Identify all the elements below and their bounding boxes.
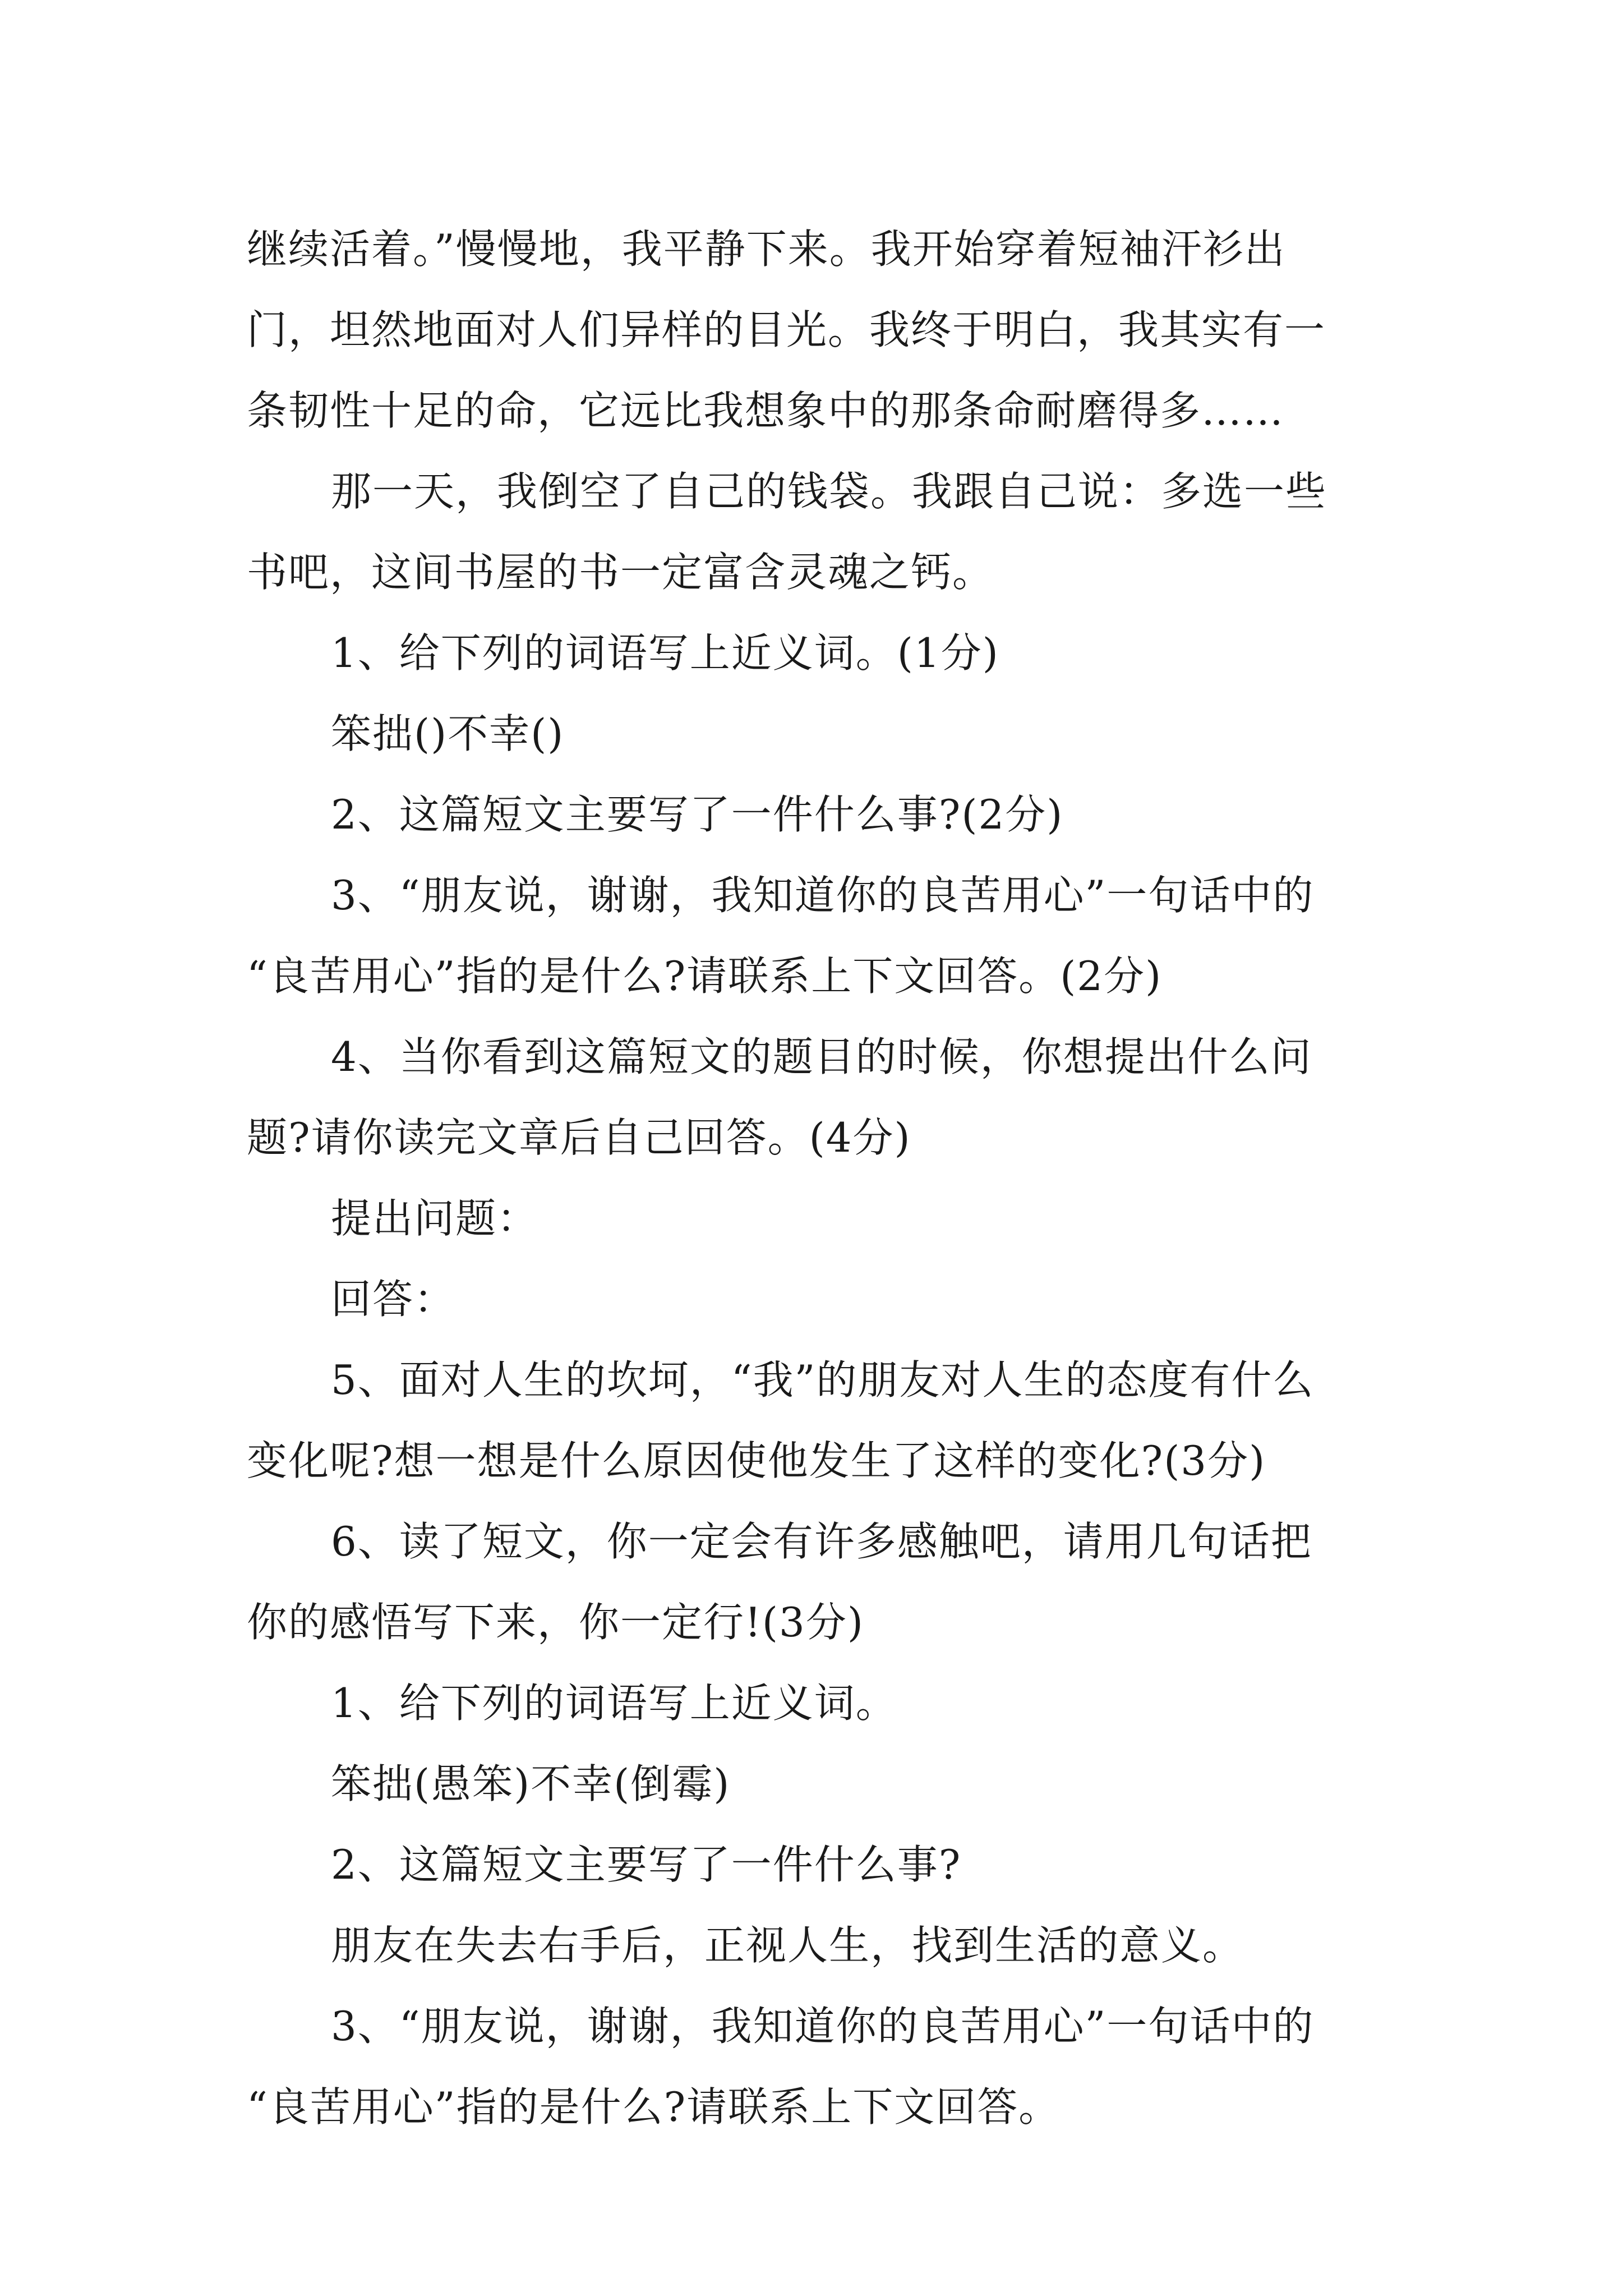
question-4-answer [247,1259,1385,1340]
text-line: 提出问题： [331,1195,539,1242]
passage-ending [247,451,1385,613]
text-line: 1、给下列的词语写上近义词。(1分) [331,629,999,677]
text-line: 笨拙(愚笨)不幸(倒霉) [331,1760,731,1807]
answer-2-question [247,1824,1385,1905]
text-line: 那一天，我倒空了自己的钱袋。我跟自己说：多选一些 [331,468,1327,515]
text-line: “良苦用心”指的是什么?请联系上下文回答。(2分) [247,953,1163,1000]
question-6 [247,1501,1385,1663]
text-line: 条韧性十足的命，它远比我想象中的那条命耐磨得多…… [247,387,1285,434]
question-1-blanks [247,693,1385,774]
text-line: 你的感悟写下来，你一定行!(3分) [247,1599,864,1646]
text-line: 继续活着。”慢慢地，我平静下来。我开始穿着短袖汗衫出 [247,226,1286,273]
text-line: 题?请你读完文章后自己回答。(4分) [247,1114,911,1161]
question-2 [247,774,1385,855]
answer-1-question [247,1663,1385,1743]
text-line: 3、“朋友说，谢谢，我知道你的良苦用心”一句话中的 [331,872,1315,919]
question-5 [247,1340,1385,1501]
text-line: “良苦用心”指的是什么?请联系上下文回答。 [247,2083,1061,2131]
text-line: 书吧，这间书屋的书一定富含灵魂之钙。 [247,549,994,596]
text-line: 朋友在失去右手后，正视人生，找到生活的意义。 [331,1922,1244,1969]
text-line: 门，坦然地面对人们异样的目光。我终于明白，我其实有一 [247,306,1326,353]
document-page [247,209,1385,2147]
text-line: 回答： [331,1276,456,1323]
text-line: 变化呢?想一想是什么原因使他发生了这样的变化?(3分) [247,1437,1266,1484]
text-line: 4、当你看到这篇短文的题目的时候，你想提出什么问 [331,1033,1312,1080]
text-line: 6、读了短文，你一定会有许多感触吧，请用几句话把 [331,1518,1312,1565]
text-line: 5、面对人生的坎坷，“我”的朋友对人生的态度有什么 [331,1356,1315,1404]
text-line: 3、“朋友说，谢谢，我知道你的良苦用心”一句话中的 [331,2003,1315,2050]
question-4-ask [247,1178,1385,1259]
question-4 [247,1016,1385,1178]
text-line: 笨拙()不幸() [331,710,565,757]
question-3 [247,855,1385,1016]
passage-continuation [247,209,1385,451]
text-line: 2、这篇短文主要写了一件什么事? [331,1841,962,1888]
answer-1 [247,1743,1385,1824]
answer-2 [247,1905,1385,1986]
text-line: 2、这篇短文主要写了一件什么事?(2分) [331,791,1064,838]
answer-3-question [247,1986,1385,2147]
text-line: 1、给下列的词语写上近义词。 [331,1680,897,1727]
question-1 [247,613,1385,693]
